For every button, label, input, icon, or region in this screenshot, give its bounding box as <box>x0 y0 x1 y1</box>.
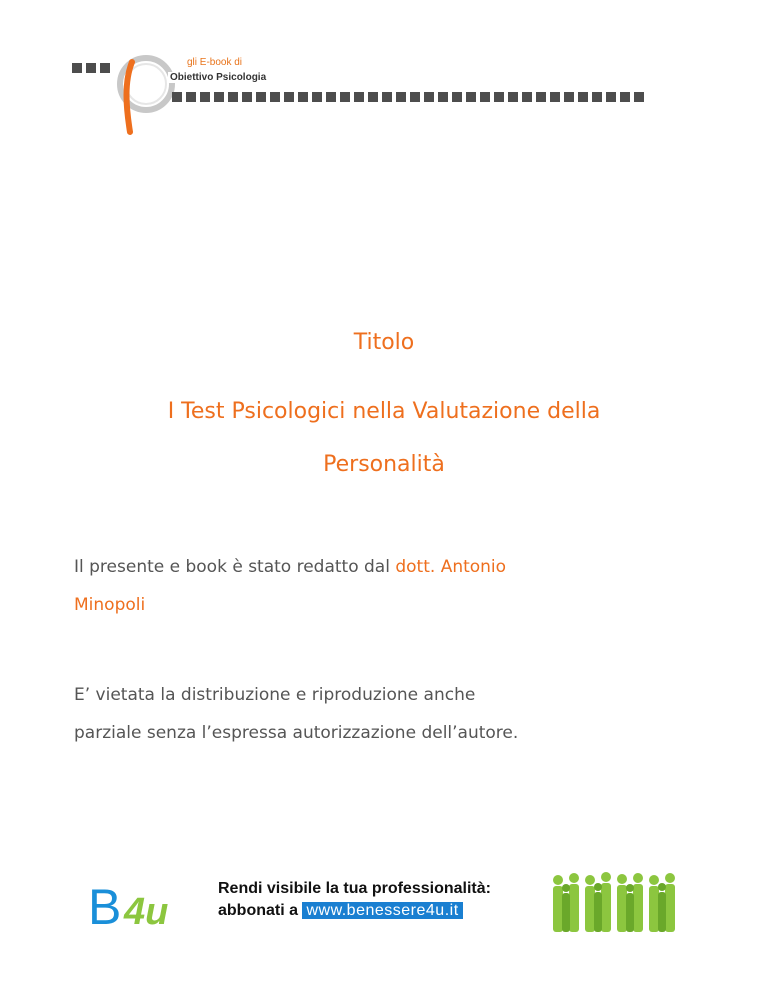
author-name-part2: Minopoli <box>74 595 146 615</box>
obiettivo-psicologia-logo-icon <box>116 52 176 138</box>
decorative-squares-left <box>72 63 110 73</box>
document-title <box>0 385 768 491</box>
copyright-notice <box>74 676 694 752</box>
title-label: Titolo <box>353 330 415 355</box>
title-line-1: I Test Psicologici nella Valutazione della <box>167 399 601 424</box>
svg-text:B: B <box>88 879 122 934</box>
logo-title: Obiettivo Psicologia <box>170 72 267 83</box>
copyright-line-2: parziale senza l’espressa autorizzazione dell’autore. <box>74 723 519 743</box>
decorative-squares-right <box>172 92 644 102</box>
author-intro: Il presente e book è stato redatto dal <box>74 557 396 577</box>
title-line-2: Personalità <box>323 452 445 477</box>
people-silhouettes-icon <box>548 868 688 936</box>
author-paragraph <box>74 548 694 624</box>
b4u-logo <box>88 878 198 934</box>
subscription-banner <box>218 878 491 922</box>
svg-text:4u: 4u <box>124 891 169 933</box>
banner-tagline: Rendi visibile la tua professionalità: <box>218 880 491 897</box>
logo-subtitle: gli E-book di <box>187 57 243 68</box>
website-link[interactable]: www.benessere4u.it <box>302 902 462 919</box>
header-logo <box>72 52 702 142</box>
author-name-part1: dott. Antonio <box>395 557 507 577</box>
b4u-logo-icon <box>88 878 198 934</box>
copyright-line-1: E’ vietata la distribuzione e riproduzione anche <box>74 685 476 705</box>
banner-subscribe-line: abbonati a www.benessere4u.it <box>218 900 491 922</box>
